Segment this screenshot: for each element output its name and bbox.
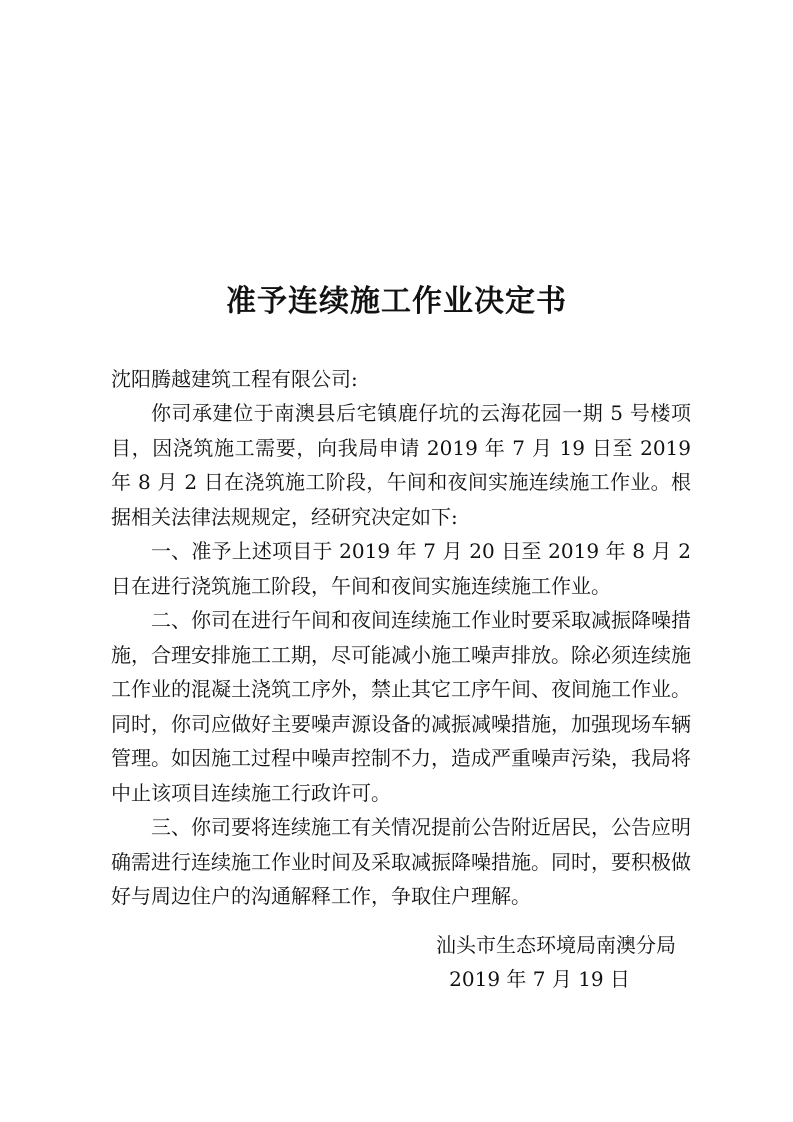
issuing-authority: 汕头市生态环境局南澳分局 <box>436 933 676 957</box>
salutation: 沈阳腾越建筑工程有限公司: <box>111 367 358 391</box>
issue-date: 2019 年 7 月 19 日 <box>449 967 630 991</box>
document-body <box>111 396 691 914</box>
document-title: 准予连续施工作业决定书 <box>226 284 567 319</box>
paragraph-item-1: 一、准予上述项目于 2019 年 7 月 20 日至 2019 年 8 月 2 日在进行浇筑施工阶段，午间和夜间实施连续施工作业。 <box>111 539 691 598</box>
paragraph-item-2: 二、你司在进行午间和夜间连续施工作业时要采取减振降噪措施，合理安排施工工期，尽可能减小施工噪声排放。除必须连续施工作业的混凝土浇筑工序外，禁止其它工序午间、夜间施工作业。同时，你司应做好主要噪声源设备的减振减噪措施，加强现场车辆管理。如因施工过程中噪声控制不力，造成严重噪声污染，我局将中止该项目连续施工行政许可。 <box>111 608 691 805</box>
paragraph-item-3: 三、你司要将连续施工有关情况提前公告附近居民，公告应明确需进行连续施工作业时间及采取减振降噪措施。同时，要积极做好与周边住户的沟通解释工作，争取住户理解。 <box>111 815 691 908</box>
paragraph-request: 你司承建位于南澳县后宅镇鹿仔坑的云海花园一期 5 号楼项目，因浇筑施工需要，向我局申请 2019 年 7 月 19 日至 2019 年 8 月 2 日在浇筑施工阶段，午间和夜间实施连续施工作业。根据相关法律法规规定，经研究决定如下: <box>111 401 691 529</box>
